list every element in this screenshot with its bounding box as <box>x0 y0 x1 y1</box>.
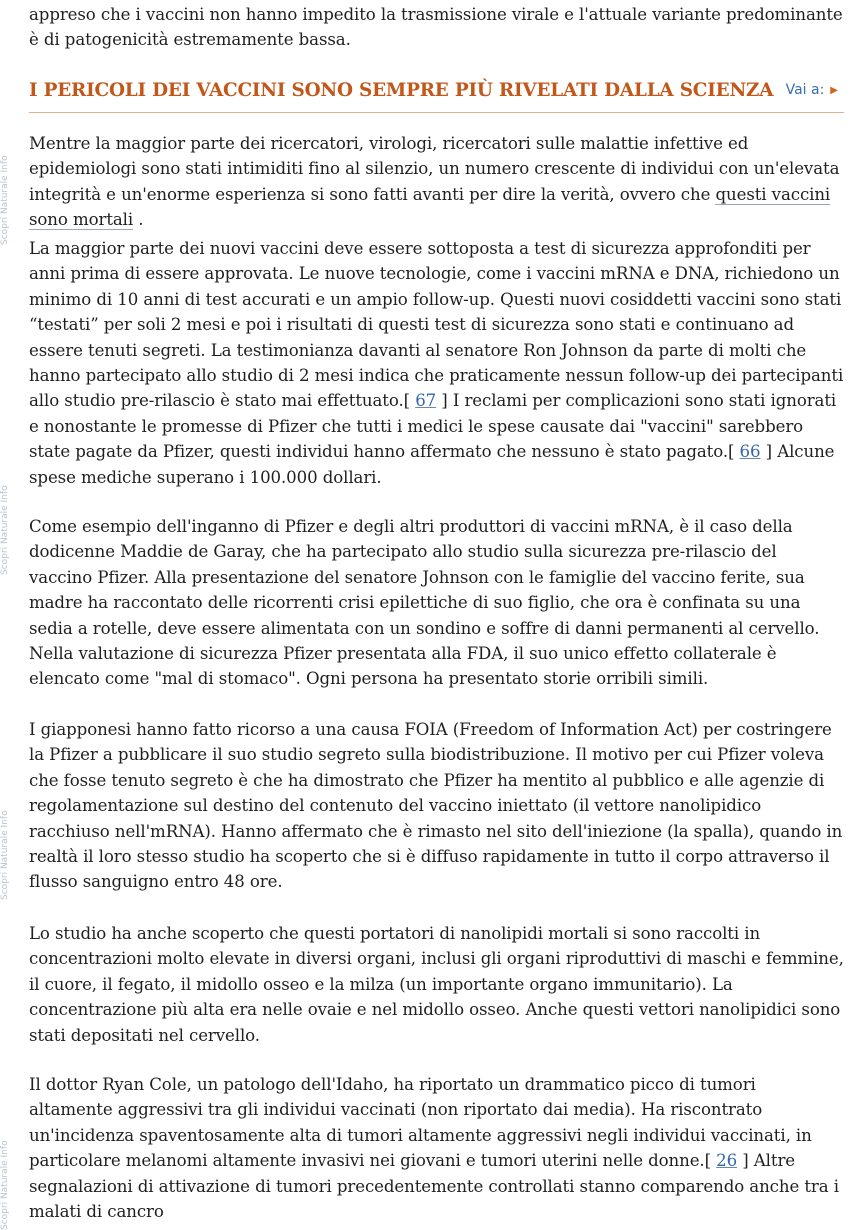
paragraph-1 <box>29 131 844 233</box>
reference-link-26[interactable]: 26 <box>716 1151 738 1171</box>
paragraph-5-block <box>29 921 844 1048</box>
paragraph-1-text: Mentre la maggior parte dei ricercatori, virologi, ricercatori sulle malattie infettive ed epidemiologi sono stati intimiditi fino al silenzio, un numero crescente di individui con un'elevata integrità e un'enorme esperienza si sono fatti avanti per dire la verità, ovvero che <box>29 134 840 204</box>
rail-watermark: Scopri Naturale Info <box>0 155 10 245</box>
reference-link-66[interactable]: 66 <box>739 442 761 462</box>
paragraph-5: Lo studio ha anche scoperto che questi portatori di nanolipidi mortali si sono raccolti in concentrazioni molto elevate in diversi organi, inclusi gli organi riproduttivi di maschi e femmine, il cuore, il fegato, il midollo osseo e la milza (un importante organo immunitario). La concentrazione più alta era nelle ovaie e nel midollo osseo. Anche questi vettori nanolipidici sono stati depositati nel cervello. <box>29 924 844 1045</box>
rail-watermark: Scopri Naturale Info <box>0 485 10 575</box>
section-heading-row <box>29 78 844 113</box>
paragraph-4-block <box>29 717 844 895</box>
paragraph-3: Come esempio dell'inganno di Pfizer e degli altri produttori di vaccini mRNA, è il caso della dodicenne Maddie de Garay, che ha partecipato allo studio sulla sicurezza pre-rilascio del vaccino Pfizer. Alla presentazione del senatore Johnson con le famiglie del vaccino ferite, sua madre ha raccontato delle ricorrenti crisi epilettiche di suo figlio, che ora è confinata su una sedia a rotelle, deve essere alimentata con un sondino e soffre di danni permanenti al cervello. Nella valutazione di sicurezza Pfizer presentata alla FDA, il suo unico effetto collaterale è elencato come "mal di stomaco". Ogni persona ha presentato storie orribili simili. <box>29 517 820 689</box>
paragraph-2-text: La maggior parte dei nuovi vaccini deve essere sottoposta a test di sicurezza approfonditi per anni prima di essere approvata. Le nuove tecnologie, come i vaccini mRNA e DNA, richiedono un minimo di 10 anni di test accurati e un ampio follow-up. Questi nuovi cosiddetti vaccini sono stati “testati” per soli 2 mesi e poi i risultati di questi test di sicurezza sono stati e continuano ad essere tenuti segreti. La testimonianza davanti al senatore Ron Johnson da parte di molti che hanno partecipato allo studio di 2 mesi indica che praticamente nessun follow-up dei partecipanti allo studio pre-rilascio è stato mai effettuato.[ <box>29 239 844 411</box>
paragraph-3-block <box>29 514 844 692</box>
jump-to-label: Vai a: <box>785 82 825 98</box>
section-heading: I PERICOLI DEI VACCINI SONO SEMPRE PIÙ RIVELATI DALLA SCIENZA <box>29 80 774 101</box>
left-rail <box>0 0 10 1230</box>
paragraph-6-text: ] Altre segnalazioni di attivazione di tumori precedentemente controllati stanno comparendo anche tra i malati di cancro <box>29 1151 839 1222</box>
intro-paragraph: appreso che i vaccini non hanno impedito la trasmissione virale e l'attuale variante predominante è di patogenicità estremamente bassa. <box>29 5 843 50</box>
paragraph-2-text: ] I reclami per complicazioni sono stati ignorati e nonostante le promesse di Pfizer che tutti i medici le spese causate dai "vaccini" sarebbero state pagate da Pfizer, questi individui hanno affermato che nessuno è stato pagato.[ <box>29 391 837 462</box>
paragraph-1-block <box>29 131 844 233</box>
paragraph-2-block <box>29 236 844 490</box>
paragraph-6-text: Il dottor Ryan Cole, un patologo dell'Idaho, ha riportato un drammatico picco di tumori altamente aggressivi tra gli individui vaccinati (non riportato dai media). Ha riscontrato un'incidenza spaventosamente alta di tumori altamente aggressivi negli individui vaccinati, in particolare melanomi altamente invasivi nei giovani e tumori uterini nelle donne.[ <box>29 1075 812 1171</box>
vaccines-deadly-link[interactable]: questi vaccini sono mortali <box>29 184 831 230</box>
triangle-right-icon: ▶ <box>830 85 838 96</box>
rail-watermark: Scopri Naturale Info <box>0 810 10 900</box>
jump-to-menu[interactable] <box>786 82 838 98</box>
paragraph-2-text: ] Alcune spese mediche superano i 100.000 dollari. <box>29 442 835 487</box>
paragraph-6 <box>29 1072 844 1224</box>
reference-link-67[interactable]: 67 <box>415 391 437 411</box>
rail-watermark: Scopri Naturale Info <box>0 1140 10 1230</box>
intro-block <box>29 2 844 53</box>
paragraph-6-block <box>29 1072 844 1224</box>
paragraph-1-tail: . <box>133 210 144 230</box>
paragraph-2 <box>29 236 844 490</box>
paragraph-4: I giapponesi hanno fatto ricorso a una causa FOIA (Freedom of Information Act) per costringere la Pfizer a pubblicare il suo studio segreto sulla biodistribuzione. Il motivo per cui Pfizer voleva che fosse tenuto segreto è che ha dimostrato che Pfizer ha mentito al pubblico e alle agenzie di regolamentazione sul destino del contenuto del vaccino iniettato (il vettore nanolipidico racchiuso nell'mRNA). Hanno affermato che è rimasto nel sito dell'iniezione (la spalla), quando in realtà il loro stesso studio ha scoperto che si è diffuso rapidamente in tutto il corpo attraverso il flusso sanguigno entro 48 ore. <box>29 720 843 892</box>
